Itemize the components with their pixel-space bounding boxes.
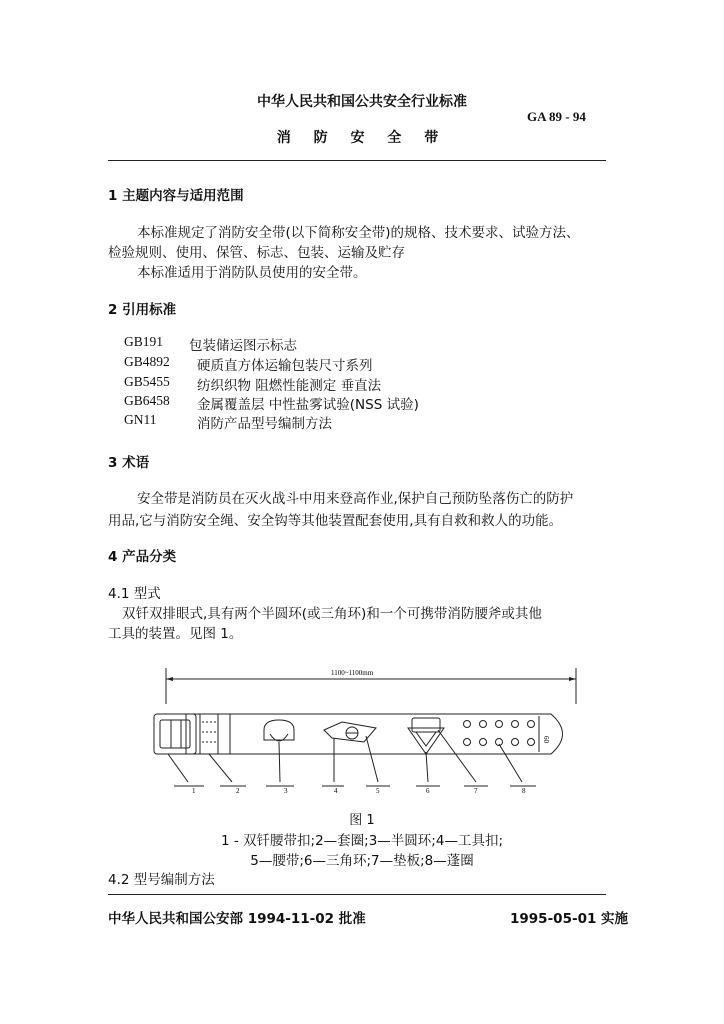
section-4-heading: 4 产品分类 [108, 549, 177, 565]
footer-effective-date: 1995-05-01 实施 [510, 911, 629, 927]
standard-number: GA 89 - 94 [527, 109, 586, 124]
part-number: 1 [192, 787, 196, 795]
section-4-1-line1: 双钎双排眼式,具有两个半圆环(或三角环)和一个可携带消防腰斧或其他 [122, 606, 542, 622]
eyelets-shape [464, 721, 535, 746]
part-number: 4 [334, 787, 338, 795]
part-number: 8 [522, 787, 526, 795]
figure-legend-line1: 1 - 双钎腰带扣;2—套圈;3—半圆环;4—工具扣; [220, 833, 503, 849]
height-label: 60 [542, 736, 550, 743]
ref-code: GN11 [124, 412, 157, 427]
ref-title: 纺织织物 阻燃性能测定 垂直法 [197, 378, 382, 394]
document-title: 消 防 安 全 带 [276, 130, 448, 146]
section-1-heading: 1 主题内容与适用范围 [108, 188, 244, 204]
ref-title: 包装储运图示标志 [189, 338, 297, 354]
half-ring-shape [264, 720, 294, 740]
ref-code: GB4892 [124, 354, 170, 369]
section-3-line1: 安全带是消防员在灭火战斗中用来登高作业,保护自己预防坠落伤亡的防护 [137, 491, 574, 507]
organization-title: 中华人民共和国公共安全行业标准 [257, 94, 467, 110]
part-number: 2 [236, 787, 240, 795]
section-4-1-heading: 4.1 型式 [108, 586, 161, 602]
keeper-loop-shape [200, 714, 218, 754]
section-1-para2: 本标准适用于消防队员使用的安全带。 [137, 265, 367, 281]
ref-code: GB191 [124, 334, 164, 349]
ref-title: 消防产品型号编制方法 [197, 416, 332, 432]
belt-figure [146, 664, 586, 796]
ref-code: GB6458 [124, 393, 170, 408]
part-number: 3 [284, 787, 288, 795]
part-number: 7 [474, 787, 478, 795]
section-2-heading: 2 引用标准 [108, 302, 177, 318]
section-4-1-line2: 工具的装置。见图 1。 [108, 626, 243, 642]
dimension-label: 1100~1100mm [331, 669, 374, 677]
section-3-heading: 3 术语 [108, 455, 150, 471]
section-1-para1-line2: 检验规则、使用、保管、标志、包装、运输及贮存 [108, 245, 405, 261]
part-number: 6 [426, 787, 430, 795]
ref-title: 金属覆盖层 中性盐雾试验(NSS 试验) [197, 397, 419, 413]
header-rule [108, 160, 606, 161]
section-1-para1-line1: 本标准规定了消防安全带(以下简称安全带)的规格、技术要求、试验方法、 [137, 225, 580, 241]
belt-strap-shape [186, 714, 563, 754]
figure-legend-line2: 5—腰带;6—三角环;7—垫板;8—蓬圈 [250, 853, 474, 869]
ref-code: GB5455 [124, 374, 170, 389]
figure-caption: 图 1 [349, 813, 375, 828]
ref-title: 硬质直方体运输包装尺寸系列 [197, 358, 373, 374]
footer-issuer: 中华人民共和国公安部 1994-11-02 批准 [108, 911, 366, 927]
backing-plate-shape [412, 718, 440, 732]
section-3-line2: 用品,它与消防安全绳、安全钩等其他装置配套使用,具有自救和救人的功能。 [108, 513, 563, 529]
footer-rule [108, 894, 606, 895]
section-4-2-heading: 4.2 型号编制方法 [108, 872, 215, 888]
part-number: 5 [376, 787, 380, 795]
